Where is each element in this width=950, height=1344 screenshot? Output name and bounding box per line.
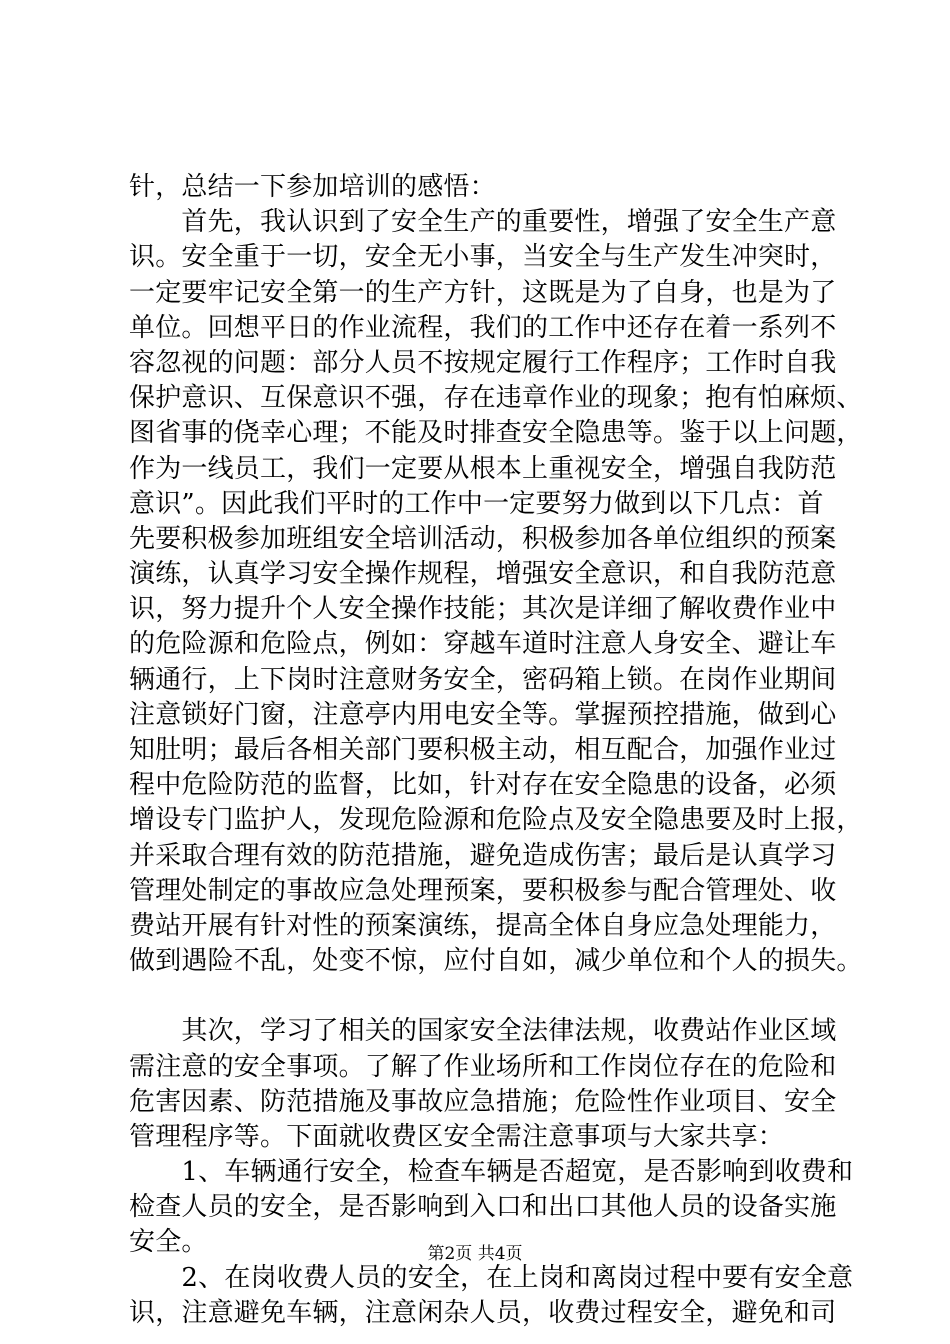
paragraph-line: 知肚明；最后各相关部门要积极主动，相互配合，加强作业过 xyxy=(129,735,837,765)
paragraph-line: 2、在岗收费人员的安全，在上岗和离岗过程中要有安全意 xyxy=(129,1262,854,1293)
paragraph-line: 演练，认真学习安全操作规程，增强安全意识，和自我防范意 xyxy=(129,559,837,590)
paragraph-line: 做到遇险不乱，处变不惊，应付自如，减少单位和个人的损失。 xyxy=(129,946,863,977)
paragraph-line: 针，总结一下参加培训的感悟： xyxy=(129,172,496,202)
paragraph-line: 容忽视的问题：部分人员不按规定履行工作程序；工作时自我 xyxy=(129,347,837,378)
paragraph-line: 识。安全重于一切，安全无小事，当安全与生产发生冲突时， xyxy=(129,242,837,273)
paragraph-line: 增设专门监护人，发现危险源和危险点及安全隐患要及时上报， xyxy=(129,805,863,836)
paragraph-line: 辆通行，上下岗时注意财务安全，密码箱上锁。在岗作业期间 xyxy=(129,664,837,695)
paragraph-line: 需注意的安全事项。了解了作业场所和工作岗位存在的危险和 xyxy=(129,1051,837,1082)
paragraph-line: 管理程序等。下面就收费区安全需注意事项与大家共享： xyxy=(129,1121,785,1152)
paragraph-line: 单位。回想平日的作业流程，我们的工作中还存在着一系列不 xyxy=(129,312,837,343)
paragraph-line: 安全。 xyxy=(129,1227,208,1258)
paragraph-line: 作为一线员工，我们一定要从根本上重视安全，增强自我防范 xyxy=(129,453,837,484)
paragraph-line: 保护意识、互保意识不强，存在违章作业的现象；抱有怕麻烦、 xyxy=(129,383,863,414)
paragraph-line: 的危险源和危险点，例如：穿越车道时注意人身安全、避让车 xyxy=(129,629,837,660)
paragraph-line: 一定要牢记安全第一的生产方针，这既是为了自身，也是为了 xyxy=(129,277,837,308)
paragraph-line: 注意锁好门窗，注意亭内用电安全等。掌握预控措施，做到心 xyxy=(129,699,837,730)
paragraph-line: 图省事的侥幸心理；不能及时排查安全隐患等。鉴于以上问题， xyxy=(129,418,863,449)
paragraph-line: 先要积极参加班组安全培训活动，积极参加各单位组织的预案 xyxy=(129,523,837,554)
paragraph-line: 其次，学习了相关的国家安全法律法规，收费站作业区域 xyxy=(129,1016,837,1047)
paragraph-line: 并采取合理有效的防范措施，避免造成伤害；最后是认真学习 xyxy=(129,840,837,871)
paragraph-line: 首先，我认识到了安全生产的重要性，增强了安全生产意 xyxy=(129,207,837,238)
paragraph-line: 1、车辆通行安全，检查车辆是否超宽，是否影响到收费和 xyxy=(129,1157,854,1188)
paragraph-line: 费站开展有针对性的预案演练，提高全体自身应急处理能力， xyxy=(129,910,837,941)
paragraph-line: 识，努力提升个人安全操作技能；其次是详细了解收费作业中 xyxy=(129,594,837,625)
document-body xyxy=(129,170,863,1331)
paragraph-line: 意识”。因此我们平时的工作中一定要努力做到以下几点：首 xyxy=(129,488,824,519)
paragraph-line: 管理处制定的事故应急处理预案，要积极参与配合管理处、收 xyxy=(129,875,837,906)
paragraph-line: 危害因素、防范措施及事故应急措施；危险性作业项目、安全 xyxy=(129,1086,837,1117)
paragraph-line: 识，注意避免车辆，注意闲杂人员，收费过程安全，避免和司 xyxy=(129,1297,837,1328)
paragraph-gap xyxy=(129,979,859,1014)
paragraph-line: 程中危险防范的监督，比如，针对存在安全隐患的设备，必须 xyxy=(129,770,837,801)
paragraph-line: 检查人员的安全，是否影响到入口和出口其他人员的设备实施 xyxy=(129,1192,837,1223)
page-number: 第2页 共4页 xyxy=(427,1244,523,1264)
